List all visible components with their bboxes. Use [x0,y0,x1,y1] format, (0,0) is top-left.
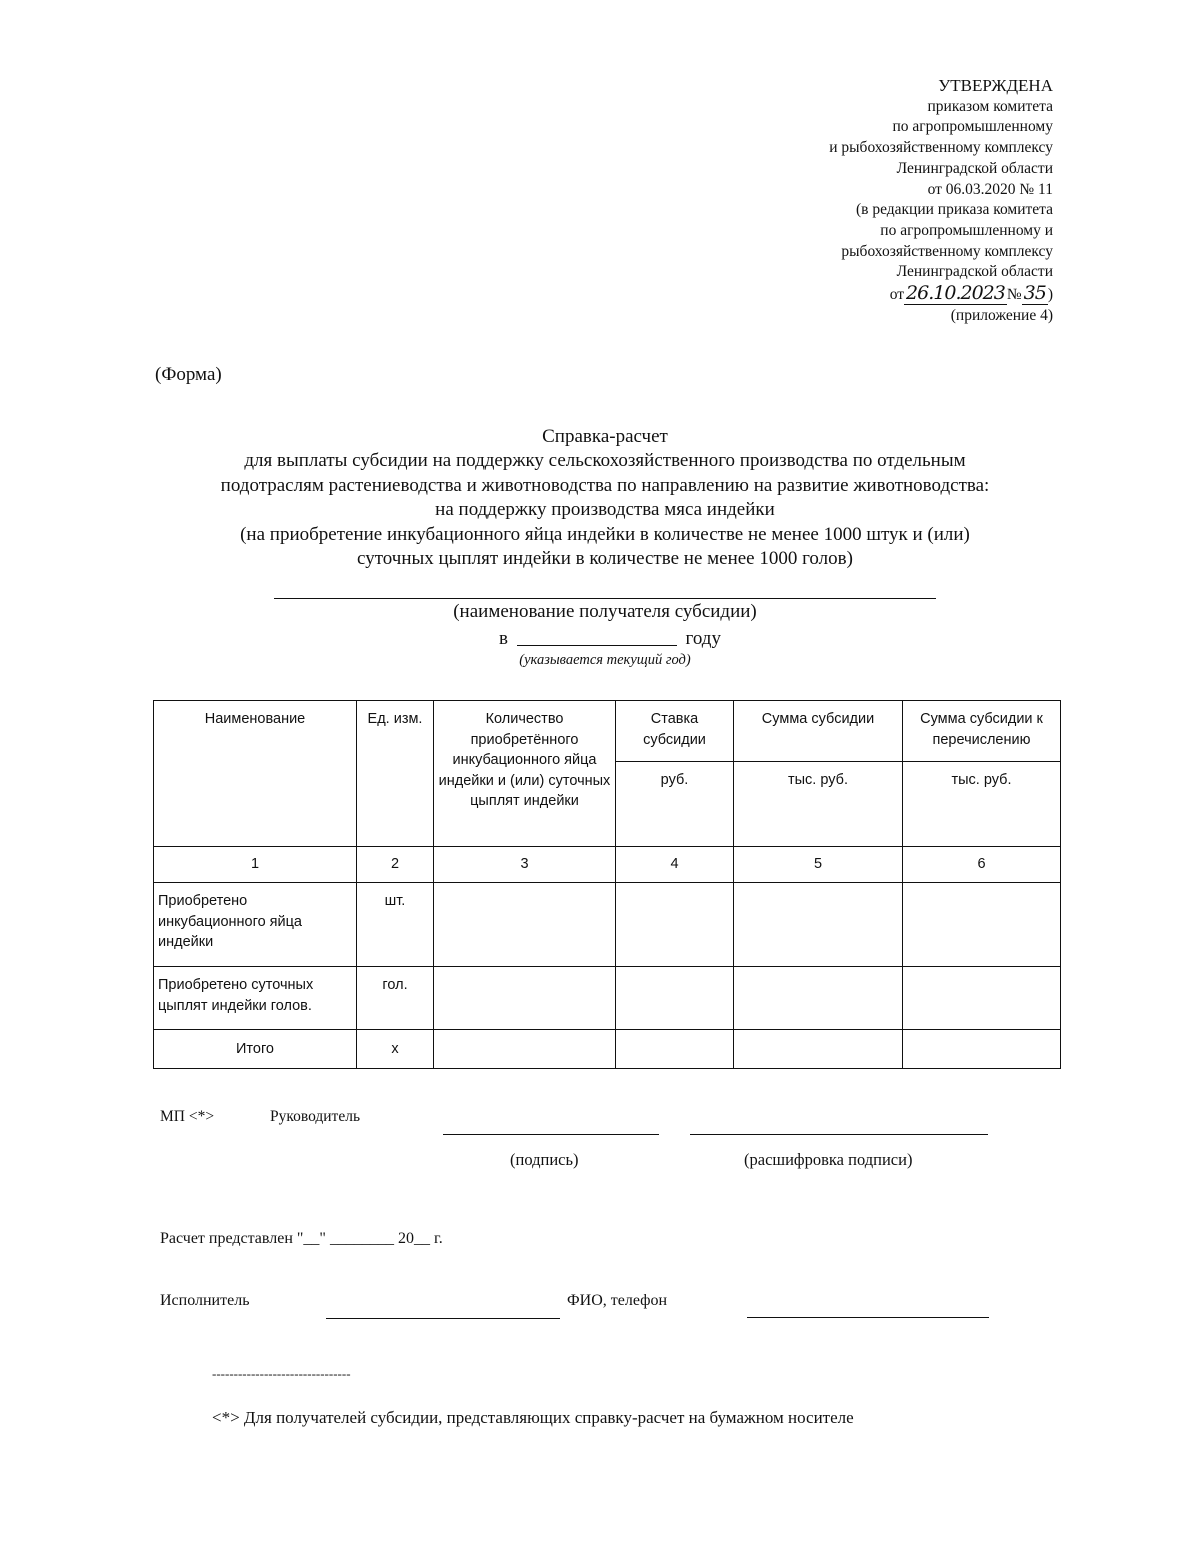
year-line [460,627,760,650]
signature-caption: (подпись) [510,1150,579,1169]
quantity-cell[interactable] [434,1030,616,1069]
edition-date-prefix: от [889,286,905,304]
document-title [120,425,1090,571]
quantity-cell[interactable] [434,883,616,967]
fio-phone-line[interactable] [747,1317,989,1318]
year-prefix: в [499,628,509,649]
year-hint: (указывается текущий год) [519,652,691,668]
decoding-caption: (расшифровка подписи) [744,1150,913,1169]
header-subsidy-sum-unit: тыс. руб. [734,762,903,847]
approval-line: Ленинградской области [896,159,1053,177]
form-label: (Форма) [155,364,222,385]
transfer-sum-cell[interactable] [903,883,1061,967]
approval-line: по агропромышленному и [880,221,1053,239]
table-row [154,967,1061,1030]
executor-line[interactable] [326,1318,560,1319]
subsidy-table [153,700,1061,1069]
title-line: (на приобретение инкубационного яйца индейки в количестве не менее 1000 штук и (или) [240,523,970,545]
title-line: для выплаты субсидии на поддержку сельскохозяйственного производства по отдельным [244,450,966,472]
header-name: Наименование [154,701,357,847]
header-rate: Ставка субсидии [616,701,734,762]
row-name: Итого [154,1030,357,1069]
header-rate-unit: руб. [616,762,734,847]
row-unit: х [357,1030,434,1069]
header-quantity: Количество приобретённого инкубационного яйца индейки и (или) суточных цыплят индейки [434,701,616,847]
column-number: 5 [734,847,903,883]
transfer-sum-cell[interactable] [903,967,1061,1030]
approval-line: приказом комитета [927,97,1053,115]
head-label: Руководитель [270,1108,361,1125]
table-row [154,883,1061,967]
decoding-line[interactable] [690,1134,988,1135]
approval-line: (в редакции приказа комитета [855,201,1053,219]
executor-label: Исполнитель [160,1292,250,1309]
header-transfer-sum: Сумма субсидии к перечислению [903,701,1061,762]
approval-line: Ленинградской области [896,263,1053,281]
subsidy-sum-cell[interactable] [734,1030,903,1069]
recipient-caption: (наименование получателя субсидии) [453,601,757,622]
handwritten-number: 35 [1023,282,1046,305]
column-number: 1 [154,847,357,883]
title-heading: Справка-расчет [542,426,668,447]
table-row-total [154,1030,1061,1069]
column-number: 3 [434,847,616,883]
quantity-cell[interactable] [434,967,616,1030]
approval-line: по агропромышленному [892,118,1053,136]
transfer-sum-cell[interactable] [903,1030,1061,1069]
submitted-date-line: Расчет представлен "__" ________ 20__ г. [160,1230,443,1247]
subsidy-sum-cell[interactable] [734,967,903,1030]
signature-line[interactable] [443,1134,659,1135]
column-number: 2 [357,847,434,883]
edition-number-prefix: № [1006,286,1022,304]
approval-line: и рыбохозяйственному комплексу [829,139,1053,157]
row-name: Приобретено инкубационного яйца индейки [154,883,357,967]
appendix-label: (приложение 4) [950,306,1053,324]
header-subsidy-sum: Сумма субсидии [734,701,903,762]
fio-phone-label: ФИО, телефон [567,1292,668,1309]
row-unit: гол. [357,967,434,1030]
table-header-row [154,701,1061,762]
title-line: суточных цыплят индейки в количестве не менее 1000 голов) [357,548,853,570]
title-line: на поддержку производства мяса индейки [435,499,775,521]
edition-date-line [700,283,1053,306]
year-field[interactable] [517,627,677,646]
approval-block [700,76,1053,326]
row-unit: шт. [357,883,434,967]
edition-close: ) [1047,286,1053,304]
header-unit: Ед. изм. [357,701,434,847]
approval-line: рыбохозяйственному комплексу [841,242,1053,260]
stamp-label: МП <*> [160,1108,215,1125]
header-transfer-sum-unit: тыс. руб. [903,762,1061,847]
rate-cell[interactable] [616,1030,734,1069]
footnote-separator: -------------------------------- [212,1366,351,1381]
column-numbers-row [154,847,1061,883]
rate-cell[interactable] [616,967,734,1030]
handwritten-date: 26.10.2023 [906,282,1005,305]
year-suffix: году [685,628,721,649]
approval-line: от 06.03.2020 № 11 [927,180,1053,198]
column-number: 4 [616,847,734,883]
rate-cell[interactable] [616,883,734,967]
column-number: 6 [903,847,1061,883]
approval-line: УТВЕРЖДЕНА [938,76,1053,95]
subsidy-sum-cell[interactable] [734,883,903,967]
title-line: подотраслям растениеводства и животноводства по направлению на развитие животноводства: [220,474,990,496]
row-name: Приобретено суточных цыплят индейки голов. [154,967,357,1030]
footnote-text: <*> Для получателей субсидии, представляющих справку-расчет на бумажном носителе [212,1408,854,1427]
recipient-name-line[interactable] [274,598,936,599]
